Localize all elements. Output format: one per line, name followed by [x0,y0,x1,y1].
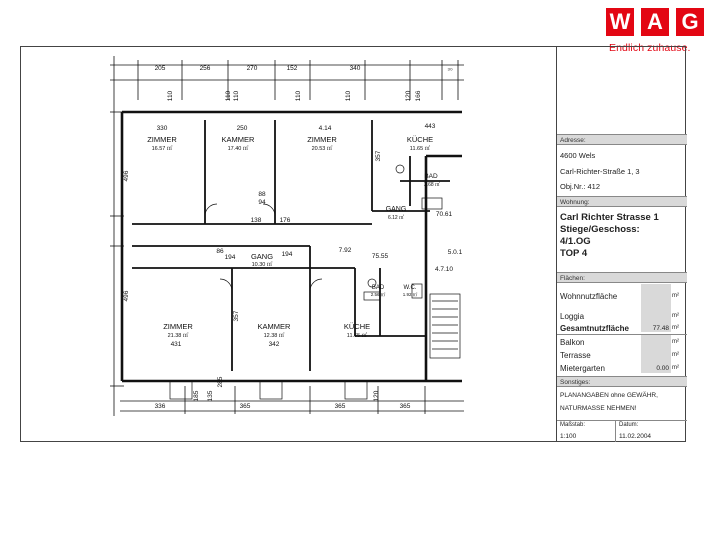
dim-inner: 185 [193,390,200,402]
room-area-bad-2: 2.56 ㎡ [370,292,386,297]
wohnung-line-1: Carl Richter Strasse 1 [560,212,659,223]
unit: m² [672,365,679,371]
divider [615,420,616,442]
gesamtnutzflaeche-label: Gesamtnutzfläche [560,324,629,333]
dim-inner: 94 [258,199,266,206]
dim-inner: 443 [424,123,436,130]
room-name-kammer-1: KAMMER [221,135,255,144]
dim-inner: 166 [415,90,422,102]
dim-inner: 120 [405,90,412,102]
dim-inner: 86 [216,248,224,255]
dim-inner: 75.55 [371,253,389,260]
terrasse-label: Terrasse [560,351,591,360]
dim-inner: 330 [156,125,168,132]
dim-bottom: 365 [399,403,411,410]
massstab-value: 1:100 [560,433,577,440]
dim-inner: 194 [224,254,236,261]
dim-inner: 88 [258,191,266,198]
dim-inner: 357 [375,150,382,162]
room-name-kammer-2: KAMMER [257,322,291,331]
terrasse-row [557,349,687,362]
dim-inner: 496 [123,290,130,302]
dim-inner: 496 [123,170,130,182]
room-area-kueche-1: 11.65 ㎡ [409,146,431,152]
mietergarten-label: Mietergarten [560,364,605,373]
room-name-gang-1: GANG [385,206,407,213]
adresse-header: Adresse: [557,134,687,145]
wohnung-header: Wohnung: [557,196,687,207]
dim-inner: 110 [225,90,232,102]
sonstiges-line-1: PLANANGABEN ohne GEWÄHR, [560,392,658,399]
divider [557,334,687,335]
dim-inner: 110 [233,90,240,102]
room-area-wc: 1.92 ㎡ [402,292,418,297]
dim-inner: 250 [236,125,248,132]
floor-plan-drawing [110,56,470,416]
info-panel [556,46,686,442]
dim-inner: 431 [170,341,182,348]
dim-bottom: 365 [334,403,346,410]
wohnnutzflaeche-row [557,290,687,303]
room-area-kammer-1: 17.40 ㎡ [227,146,249,152]
dim-inner: 120 [373,390,380,402]
room-name-zimmer-1: ZIMMER [147,135,177,144]
flaechen-header: Flächen: [557,272,687,283]
balkon-label: Balkon [560,338,585,347]
room-name-bad-2: BAD [371,285,385,291]
dim-inner: 7.92 [338,247,352,254]
room-name-kueche-1: KÜCHE [406,135,434,144]
room-area-zimmer-1: 16.57 ㎡ [151,146,173,152]
wohnung-line-4: TOP 4 [560,248,588,259]
dim-inner: 194 [281,251,293,258]
room-area-zimmer-3: 21.38 ㎡ [167,333,189,339]
loggia-label: Loggia [560,312,585,321]
unit: m² [672,313,679,319]
sonstiges-line-2: NATURMASSE NEHMEN! [560,405,637,412]
dim-inner: 110 [295,90,302,102]
dim-inner: 138 [250,217,262,224]
logo-letter-g: G [676,8,704,36]
dim-top: ₃₀ [447,65,453,72]
room-name-zimmer-3: ZIMMER [163,322,193,331]
logo-tagline: Endlich zuhause. [609,42,691,54]
room-name-zimmer-2: ZIMMER [307,135,337,144]
sonstiges-header: Sonstiges: [557,376,687,387]
dim-inner: 285 [217,376,224,388]
gesamtnutzflaeche-value: 77.48 [652,325,669,332]
address-street: Carl-Richter-Straße 1, 3 [560,167,640,176]
address-city: 4600 Wels [560,151,596,160]
balkon-row [557,336,687,349]
dim-inner: 135 [207,390,214,402]
dim-inner: 357 [233,310,240,322]
dim-inner: 70.61 [435,211,453,218]
dim-inner: 4.14 [318,125,332,132]
wohnung-line-3: 4/1.OG [560,236,591,247]
room-area-gang-1: 6.12 ㎡ [387,215,405,221]
dim-inner: 342 [268,341,280,348]
unit: m² [672,352,679,358]
datum-value: 11.02.2004 [619,433,652,440]
room-area-bad-1: 2.68 ㎡ [423,182,441,188]
logo-letter-a: A [641,8,669,36]
dim-inner: 5.0.1 [447,249,463,256]
mietergarten-value: 0.00 [656,365,669,372]
object-number: Obj.Nr.: 412 [560,182,601,191]
room-area-kammer-2: 12.38 ㎡ [263,333,285,339]
massstab-label: Maßstab: [560,422,586,428]
dim-inner: 110 [167,90,174,102]
divider [557,420,687,421]
wohnnutzflaeche-label: Wohnnutzfläche [560,292,618,301]
room-name-wc: W.C. [403,285,417,291]
wohnung-line-2: Stiege/Geschoss: [560,224,640,235]
unit: m² [672,293,679,299]
dim-inner: 4.7.10 [434,266,454,273]
room-name-bad-1: BAD [424,173,438,180]
dim-top: 340 [349,65,361,72]
logo-letter-w: W [606,8,634,36]
mietergarten-row [557,362,687,375]
dim-top: 270 [246,65,258,72]
dim-top: 256 [199,65,211,72]
unit: m² [672,339,679,345]
dim-top: 205 [154,65,166,72]
floor-plan [110,56,470,416]
dim-inner: 176 [279,217,291,224]
dim-bottom: 365 [239,403,251,410]
room-name-gang-2: GANG [250,252,274,261]
dim-inner: 110 [345,90,352,102]
room-area-zimmer-2: 20.53 ㎡ [311,146,333,152]
room-area-gang-2: 10.30 ㎡ [251,262,273,268]
room-area-kueche-2: 11.65 ㎡ [346,333,368,339]
dim-bottom: 336 [154,403,166,410]
room-name-kueche-2: KÜCHE [343,322,371,331]
datum-label: Datum: [619,422,639,428]
dim-top: 152 [286,65,298,72]
unit: m² [672,325,679,331]
